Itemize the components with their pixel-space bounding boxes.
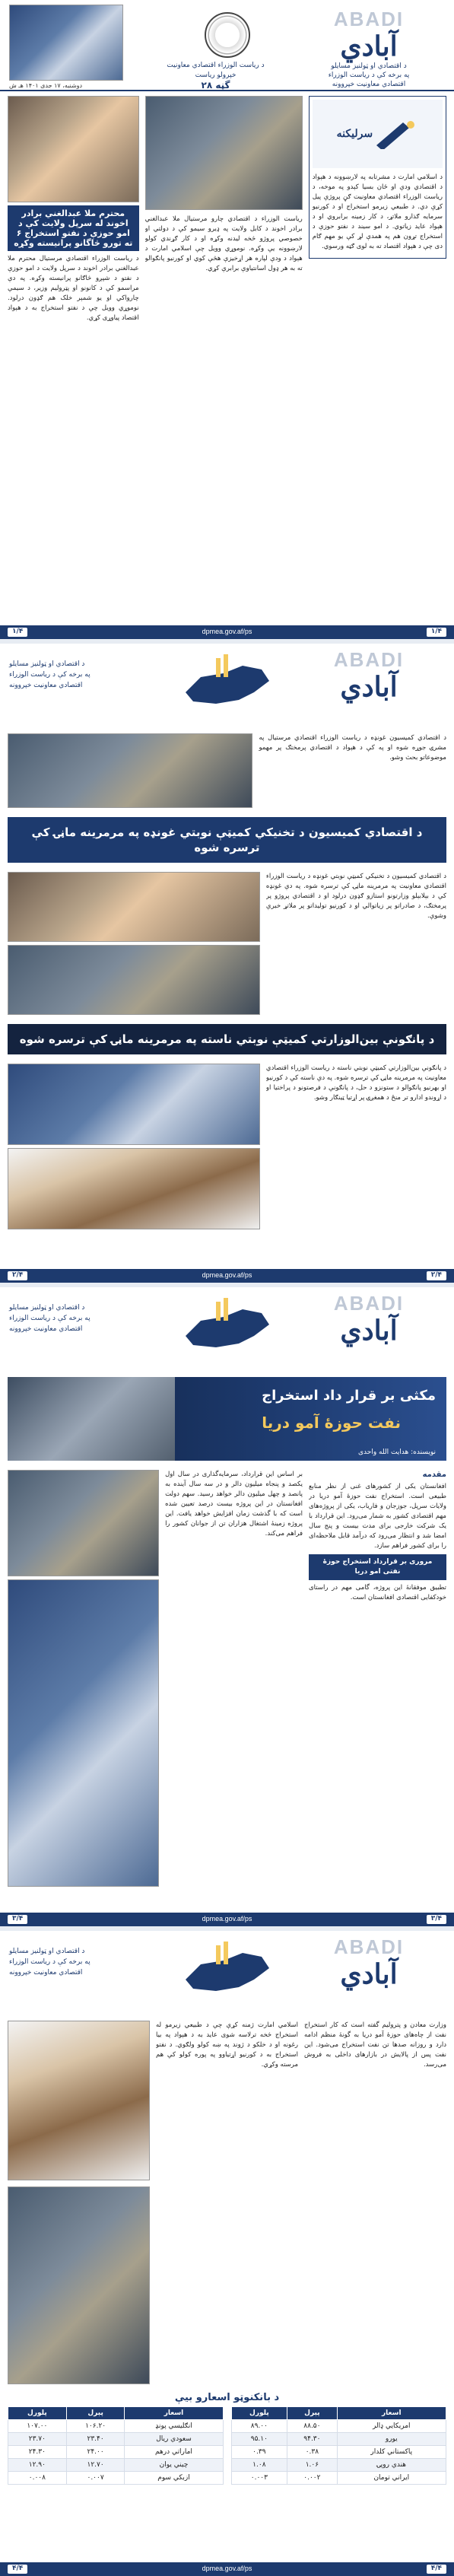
rate-buy: ۰.۰۰۷ [66, 2472, 125, 2485]
page4-body [0, 2016, 454, 2389]
page-number-left: ۳/۴ [8, 1915, 27, 1924]
page-number: ۲/۴ [427, 1271, 446, 1280]
rate-buy: ۱۲.۷۰ [66, 2459, 125, 2472]
worker-photo [8, 2186, 150, 2384]
logo-arabic: آبادي [340, 1315, 398, 1347]
story-1-photo-b [8, 945, 260, 1015]
editorial-text: د اسلامي امارت د مشرتابه په لارښوونه د هېواد د اقتصادي ودې او ځان بسیا کېدو په موخه، د ریاست الوزراء اقتصادي معاونیت ګڼ پروژې پیل کړې دي. د طبیعي زیرمو استخراج او د کورنیو سرمایه ګذارو ملاتړ، د کار زمینه برابروي او د هېواد عاید زیاتوي. د امو سیند د نفتو حوزې د استخراج تړون هم په همدې لړ کې یو مهم ګام دی چې د هېواد اقتصاد ته به لوی ګټه ورسوي. [312, 173, 443, 250]
logo-latin: ABADI [333, 1292, 405, 1315]
rate-row [231, 2446, 446, 2459]
rate-sell: ۰.۰۰۳ [231, 2472, 287, 2485]
issue-date: دوشنبه، ۱۷ جدی ۱۴۰۱ هـ ش [9, 82, 83, 89]
feature-title-line-1: مکثی بر قرار داد استخراج [262, 1388, 436, 1404]
feature-photo [8, 1377, 175, 1461]
masthead-small [0, 644, 454, 729]
rate-row [231, 2459, 446, 2472]
site-url: dpmea.gov.af/ps [202, 1271, 252, 1279]
feature-photo-column [8, 1470, 159, 1887]
exchange-rates-table-left [8, 2406, 224, 2485]
rate-row [8, 2459, 224, 2472]
logo-latin: ABADI [333, 1935, 405, 1958]
page-number-left: ۴/۴ [8, 2565, 27, 2574]
feature-caption: تطبیق موفقانهٔ این پروژه، گامی مهم در راستای خودکفایی اقتصادی افغانستان است. [309, 1584, 446, 1601]
rate-row [8, 2433, 224, 2446]
org-line-2: په برخه کې د ریاست الوزراء [328, 72, 410, 79]
main-article-column [145, 96, 303, 574]
afghanistan-map-icon [170, 654, 284, 715]
rate-row [8, 2446, 224, 2459]
page4-text-mid: اسلامي امارت ژمنه کړې چې د طبیعي زیرمو له استخراج څخه ترلاسه شوی عاید به د هېواد په بیا رغونه او د خلکو د ژوند په ښه کولو ولګوي. د نفتو استخراج به د کورنیو اړتیاوو په پوره کولو کې هم مرسته وکړي. [156, 2021, 298, 2069]
feature-text-left: بر اساس این قرارداد، سرمایه‌گذاری در سال اول یکصد و پنجاه میلیون دالر و در سه سال آینده به پانصد و چهل میلیون دالر خواهد رسید. سهم دولت افغانستان در این پروژه بیست درصد تعیین شده است که با گذشت زمان افزایش خواهد یافت. این پروژه زمینهٔ اشتغال هزاران تن از جوانان کشور را فراهم می‌کند. [165, 1471, 303, 1538]
rate-buy: ۸۸.۵۰ [287, 2420, 337, 2433]
rates-col-sell: پلورل [8, 2407, 67, 2420]
rate-buy: ۲۴.۰۰ [66, 2446, 125, 2459]
masthead-logo [293, 648, 445, 702]
footer-bar [0, 1269, 454, 1283]
masthead-meta [152, 61, 279, 91]
headline-banner-2: د پانګونې بین‌الوزارتي کمیټې نوبتي ناسته په مرمرینه ماڼۍ کې ترسره شوه [8, 1024, 446, 1054]
rate-buy: ۱۰۶.۲۰ [66, 2420, 125, 2433]
rate-sell: ۰.۰۰۸ [8, 2472, 67, 2485]
rate-row [231, 2433, 446, 2446]
masthead-org-block [9, 1946, 154, 1978]
page-number: ۳/۴ [427, 1915, 446, 1924]
rate-sell: ۱.۰۸ [231, 2459, 287, 2472]
rate-sell: ۲۳.۷۰ [8, 2433, 67, 2446]
rate-currency: انګلیسي پونډ [125, 2420, 223, 2433]
rate-buy: ۰.۰۰۲ [287, 2472, 337, 2485]
logo-arabic: آبادي [340, 671, 398, 703]
logo-arabic: آبادي [340, 30, 398, 62]
office-line-1: د ریاست الوزراء اقتصادي معاونیت [167, 62, 265, 69]
rate-buy: ۲۳.۴۰ [66, 2433, 125, 2446]
feature-author: نویسنده: هدایت الله واحدی [358, 1449, 436, 1456]
top-photo [8, 733, 252, 808]
story-1 [0, 867, 454, 1019]
newsletter-page-4 [0, 1931, 454, 2576]
exchange-rates-title: د بانکنوټو اسعارو بیې [174, 2392, 280, 2403]
page-number-left: ۲/۴ [8, 1271, 27, 1280]
feature-mid-column [165, 1470, 303, 1887]
site-url: dpmea.gov.af/ps [202, 1915, 252, 1922]
rate-row [8, 2420, 224, 2433]
org-line-2: په برخه کې د ریاست الوزراء [9, 1958, 90, 1966]
masthead-small [0, 1931, 454, 2016]
article-photo [145, 96, 303, 210]
masthead-logo [293, 1935, 445, 1989]
rates-col-currency: اسعار [337, 2407, 446, 2420]
story-1-photo-a [8, 872, 260, 942]
editorial-header [313, 100, 443, 168]
page-number-left: ۱/۴ [8, 628, 27, 637]
masthead-org-block [9, 1302, 154, 1334]
org-line-2: په برخه کې د ریاست الوزراء [9, 671, 90, 679]
footer-bar [0, 625, 454, 639]
feature-body [0, 1465, 454, 1891]
page-number: ۴/۴ [427, 2565, 446, 2574]
rate-sell: ۱۲.۹۰ [8, 2459, 67, 2472]
org-line-1: د اقتصادي او ټولنیز مسایلو [9, 1304, 85, 1312]
story-2-photos [8, 1064, 260, 1229]
page4-right-column [304, 2021, 446, 2384]
rate-currency: ازبکي سوم [125, 2472, 223, 2485]
feature-title-line-2: نفت حوزهٔ آمو دریا [262, 1414, 401, 1432]
rate-currency: ایراني تومان [337, 2472, 446, 2485]
rate-buy: ۰.۳۸ [287, 2446, 337, 2459]
story-2-text: د پانګونې بین‌الوزارتي کمیټې نوبتي ناسته د ریاست الوزراء اقتصادي معاونیت په مرمرینه ماڼۍ کې ترسره شوه. په دې ناسته کې د کورنیو او بهرنیو پانګوالو د ستونزو د حل، د پانګونې د فرصتونو د پراختیا او د اړوندو ادارو تر منځ د همغږۍ پر اړتیا ټینګار وشو. [265, 1064, 446, 1102]
rate-currency: امریکایي ډالر [337, 2420, 446, 2433]
org-line-3: اقتصادي معاونیت خپروونه [9, 1325, 83, 1333]
rate-currency: سعودي ریال [125, 2433, 223, 2446]
afghanistan-map-icon [170, 1942, 284, 2002]
story-2-photo-a [8, 1064, 260, 1145]
editorial-box [309, 96, 446, 259]
story-2 [0, 1059, 454, 1234]
rates-col-currency: اسعار [125, 2407, 223, 2420]
exchange-rates-table-right [231, 2406, 447, 2485]
feature-subhead: مروری بر قرارداد استخراج حوزهٔ نفتی امو دریا [309, 1554, 446, 1580]
org-line-3: اقتصادي معاونیت خپروونه [9, 682, 83, 689]
masthead [0, 0, 454, 91]
logo-latin: ABADI [333, 648, 405, 671]
rates-col-buy: پېرل [287, 2407, 337, 2420]
rate-currency: یورو [337, 2433, 446, 2446]
footer-bar [0, 2562, 454, 2576]
site-url: dpmea.gov.af/ps [202, 628, 252, 635]
rate-sell: ۸۹.۰۰ [231, 2420, 287, 2433]
oil-field-photo [8, 1470, 159, 1576]
pen-icon [373, 119, 418, 149]
rate-currency: هندي روپۍ [337, 2459, 446, 2472]
masthead-logo [293, 1292, 445, 1346]
top-text: د اقتصادي کمیسیون غونډه د ریاست الوزراء اقتصادي مرستیال په مشرۍ جوړه شوه او په کې د هېواد د اقتصادي پرمختګ پر مهمو موضوعاتو بحث وشو. [259, 734, 446, 762]
rate-row [231, 2420, 446, 2433]
rates-col-sell: پلورل [231, 2407, 287, 2420]
rate-row [231, 2472, 446, 2485]
org-line-2: په برخه کې د ریاست الوزراء [9, 1315, 90, 1322]
newsletter-page-2 [0, 644, 454, 1283]
emirate-seal-icon [205, 12, 250, 58]
org-line-1: د اقتصادي او ټولنیز مسایلو [9, 660, 85, 668]
footer-bar [0, 1913, 454, 1926]
side-article-text: د ریاست الوزراء اقتصادي مرستیال محترم ملا عبدالغني برادر اخوند د سرپل ولایت د امو حوزې د نفتو د شپږو څاګانو پرانیسته وکړه. په دې مراسمو کې د کانونو او پټرولیم وزیر، د سیمې چارواکي او یو شمېر خلک هم ګډون درلود. نوموړي وویل چې د نفتو استخراج به د هېواد اقتصاد پیاوړی کړي. [8, 255, 139, 322]
rate-currency: چیني یوان [125, 2459, 223, 2472]
headline-banner-1: د اقتصادي کمیسیون د تخنیکي کمیټې نوبتي غونډه په مرمرینه ماڼۍ کې ترسره شوه [8, 817, 446, 863]
masthead-logo [293, 8, 445, 89]
rates-col-buy: پېرل [66, 2407, 125, 2420]
editorial-title: سرلیکنه [336, 127, 373, 140]
org-line-1: د اقتصادي او ټولنیز مسایلو [331, 62, 407, 70]
pipeline-photo [8, 2021, 150, 2180]
rate-buy: ۱.۰۶ [287, 2459, 337, 2472]
masthead-small [0, 1287, 454, 1372]
office-line-2: خپرولو ریاست [195, 72, 237, 79]
masthead-photo [9, 5, 123, 81]
drilling-rig-photo [8, 1579, 159, 1887]
side-photo [8, 96, 139, 202]
logo-latin: ABADI [333, 8, 405, 30]
page4-mid-column [156, 2021, 298, 2384]
org-line-1: د اقتصادي او ټولنیز مسایلو [9, 1948, 85, 1955]
issue-number: گڼه ۲۸ [201, 80, 230, 91]
rate-row [8, 2472, 224, 2485]
side-article-column [8, 96, 139, 574]
story-1-text: د اقتصادي کمیسیون د تخنیکي کمیټې نوبتي غونډه د ریاست الوزراء اقتصادي معاونیت په مرمرینه ماڼۍ کې ترسره شوه. په دې غونډه کې د بېلابېلو وزارتونو استازو ګډون درلود او د اقتصادي پروژو پر پرمختګ، د صادراتو پر زیاتوالي او د کورنیو تولیداتو پر ملاتړ خبرې وشوې. [265, 873, 446, 920]
page4-text-right: وزارت معادن و پترولیم گفته است که کار استخراج نفت از چاه‌های حوزهٔ آمو دریا به گونهٔ منظم ادامه دارد و روزانه صدها تن نفت استخراج می‌شود. این نفت پس از پالایش در بازارهای داخلی به فروش می‌رسد. [304, 2021, 446, 2069]
rate-buy: ۹۴.۳۰ [287, 2433, 337, 2446]
afghanistan-map-icon [170, 1298, 284, 1359]
newsletter-page-3 [0, 1287, 454, 1926]
rate-sell: ۱۰۷.۰۰ [8, 2420, 67, 2433]
editorial-column [309, 96, 446, 574]
feature-title-block [8, 1377, 446, 1461]
story-1-photos [8, 872, 260, 1015]
main-article-text: ریاست الوزراء د اقتصادي چارو مرستیال ملا عبدالغني برادر اخوند د کابل ولایت په ډیرو سیمو کې د دولتي او خصوصي پروژو څخه لیدنه وکړه او د کار ګړندي کولو لارښوونه یې وکړه. نوموړي وویل چې اسلامي امارت د هېواد د ودې لپاره هر اړخیزې هڅې کوي او کورنیو پانګوالو ته به هر ډول اسانتیاوې برابرې کړي. [144, 215, 303, 272]
rate-sell: ۹۵.۱۰ [231, 2433, 287, 2446]
rate-sell: ۲۴.۳۰ [8, 2446, 67, 2459]
rate-currency: پاکستاني کلدار [337, 2446, 446, 2459]
page4-photo-column [8, 2021, 150, 2384]
feature-right-column [309, 1470, 446, 1887]
org-line-3: اقتصادي معاونیت خپروونه [9, 1969, 83, 1977]
top-news-strip [0, 729, 454, 813]
newsletter-page-1 [0, 0, 454, 639]
intro-label: مقدمه [422, 1471, 446, 1479]
page-number: ۱/۴ [427, 628, 446, 637]
rate-sell: ۰.۳۹ [231, 2446, 287, 2459]
org-line-3: اقتصادي معاونیت خپروونه [332, 81, 406, 88]
exchange-rates-section [0, 2392, 454, 2485]
site-url: dpmea.gov.af/ps [202, 2565, 252, 2572]
feature-text-right: افغانستان یکی از کشورهای غنی از نظر منابع طبیعی است. استخراج نفت حوزهٔ آمو دریا در ولایات سرپل، جوزجان و فاریاب، یکی از پروژه‌های مهم اقتصادی کشور به شمار می‌رود. این قرارداد با یک شرکت خارجی برای مدت بیست و پنج سال امضا شد و انتظار می‌رود که درآمد قابل ملاحظه‌ای را برای کشور فراهم سازد. [309, 1483, 446, 1550]
rate-currency: اماراتي درهم [125, 2446, 223, 2459]
masthead-org-block [9, 659, 154, 691]
story-2-photo-b [8, 1148, 260, 1229]
side-headline: محترم ملا عبدالغني برادر اخوند له سرپل ولایت کې د امو حوزې د نفتو استخراج ۶ ته تورو څاگانو پرانیسته وکړه [8, 205, 139, 251]
logo-arabic: آبادي [340, 1958, 398, 1990]
